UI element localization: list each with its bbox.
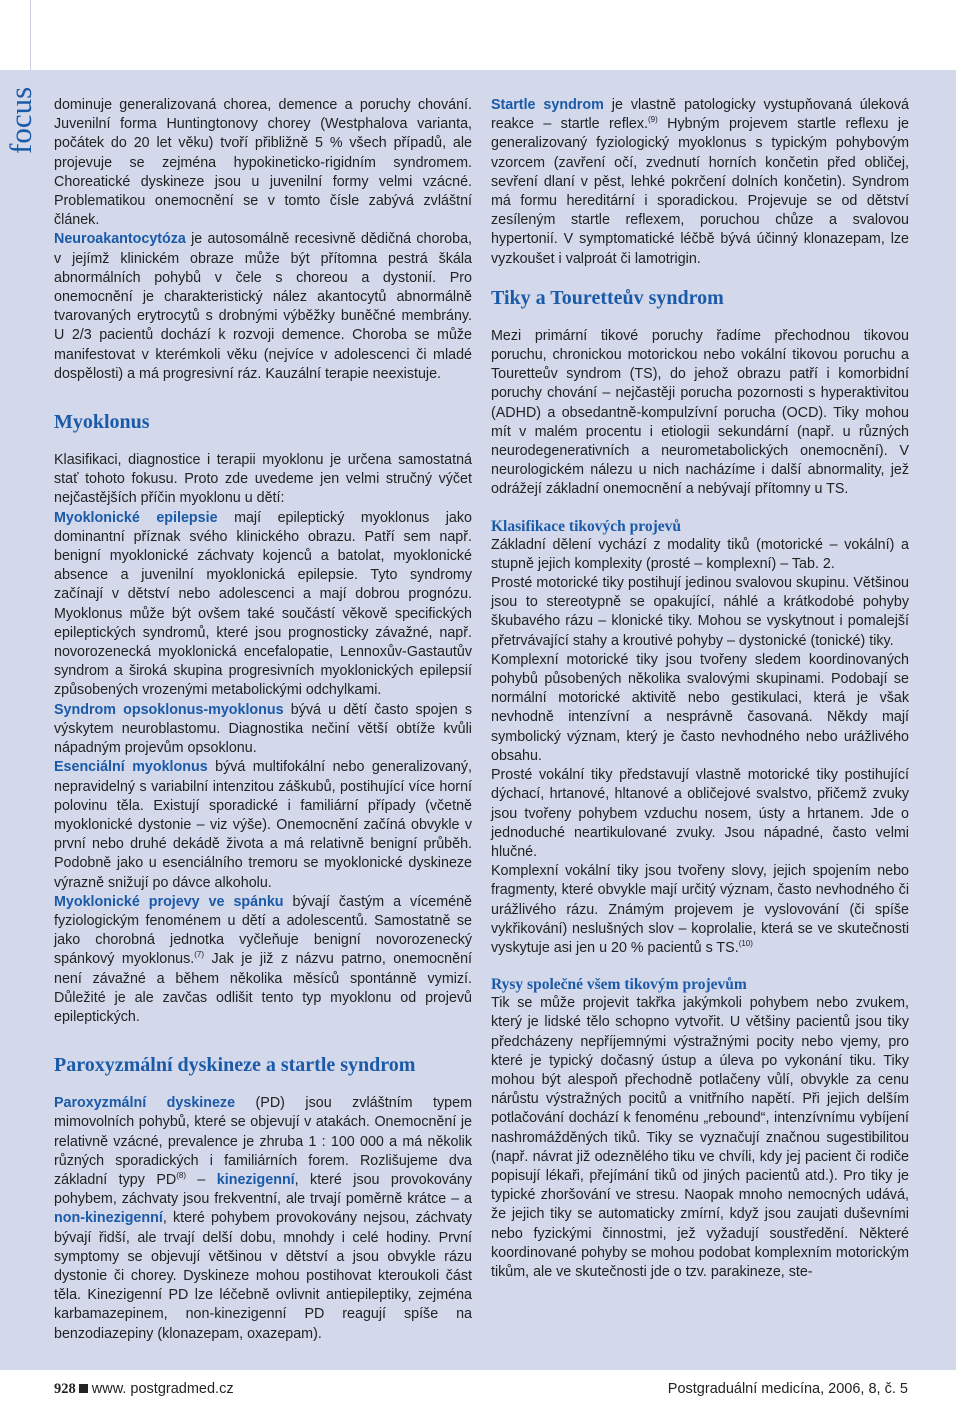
reference: (10) (738, 939, 753, 949)
paragraph: dominuje generalizovaná chorea, demence a poruchy chování. Juvenilní forma Huntingtonovy chorey (Westphalova varianta, počátek do 20 let věku) tvoří přibližně 5 % všech případů, ale projevuje se zejména hypokineticko-rigidním syndromem. Choreatické dyskineze jsou u juvenilní formy velmi vzácné. Problematikou onemocnění se v tomto čísle zabývá zvláštní článek. (54, 97, 472, 229)
term: Myoklonické projevy ve spánku (54, 893, 284, 910)
paragraph: Mezi primární tikové poruchy řadíme přechodnou tikovou poruchu, chronickou motorickou nebo vokální tikovou poruchu a Touretteův syndrom (TS), do jehož obrazu patří i komorbidní poruchy chování – nejčastěji porucha pozornosti s hyperaktivitou (ADHD) a obsedantně-kompulzívní porucha (OCD). Tiky mohou mít v malém procentu i etiologii sekundární (např. u různých neurodegenerativních a neurometabolických onemocnění). V neurologickém nálezu u nich nacházíme i další abnormality, jež odrážejí základní onemocnění a nebývají přítomny u TS. (491, 327, 909, 498)
heading-rysy: Rysy společné všem tikovým projevům (491, 976, 747, 994)
paragraph: Syndrom opsoklonus-myoklonus bývá u dětí často spojen s výskytem neuroblastomu. Diagnostika nečiní větší obtíže kvůli nápadným projevům opsoklonu. (54, 701, 472, 757)
heading-paroxyzmalni: Paroxyzmální dyskineze a startle syndrom (54, 1054, 416, 1077)
paragraph: Tik se může projevit takřka jakýmkoli pohybem nebo zvukem, který je lidské tělo schopno vytvořit. U většiny pacientů jsou tiky předcházeny nepříjemnými výstražnými pocity nebo vjemy, pro které je typický dočasný ústup a úleva po vykonání tiku. Tiky mohou být alespoň přechodně potlačeny vůlí, obvykle za cenu nárůstu výstražných pocitů a vnitřního napětí. Při jejich delším potlačování dochází k fenoménu „rebound“, intenzívnímu vybíjení nashromážděných tiků. Tiky se vyznačují značnou sugestibilitou (např. návrat již odeznělého tiku ve chvíli, kdy jej pacient či rodiče popisují lékaři, přejímání tiků od jiných pacientů atd.). Pro tiky je typické zhoršování ve stresu. Naopak mnoho nemocných udává, že jejich tiky se automaticky zmírní, když jsou zaujati duševními nebo fyzickými činnostmi, jež vyžadují soustředění. Některé koordinované pohyby se mohou podobat komplexním motorickým tikům, ale ve skutečnosti jde o tzv. parakineze, ste- (491, 995, 909, 1280)
paragraph: Myoklonické projevy ve spánku bývají častým a víceméně fyziologickým fenoménem u dětí a adolescentů. Samostatně se jako chorobná jednotka vyčleňuje benigní novorozenecký spánkový myoklonus.$^{(7)}$ Jak je již z názvu patrno, onemocnění není závažné a během několika měsíců spontánně vymizí. Důležité je ale zavčas odlišit tento typ myoklonu od projevů epileptických. (54, 893, 472, 1025)
paragraph: Základní dělení vychází z modality tiků (motorické – vokální) a stupně jejich komplexity (prosté – komplexní) – Tab. 2. (491, 536, 909, 572)
term: kinezigenní (216, 1171, 295, 1188)
reference: (7) (194, 950, 205, 960)
heading-klasifikace: Klasifikace tikových projevů (491, 517, 682, 535)
square-bullet-icon (79, 1384, 88, 1393)
paragraph: Neuroakantocytóza je autosomálně recesivně dědičná choroba, v jejímž klinickém obraze může být přítomna pestrá škála abnormálních pohybů v čele s choreou a dystonií. Pro onemocnění je charakteristický nález akantocytů abnormálně tvarovaných erytrocytů s drobnými výběžky buněčné membrány. U 2/3 pacientů dochází k rozvoji demence. Choroba se může manifestovat v kterémkoli věku (nejvíce v adolescenci či mladé dospělosti) a má progresivní ráz. Kauzální terapie neexistuje. (54, 231, 472, 382)
paragraph: Komplexní vokální tiky jsou tvořeny slovy, jejich spojením nebo fragmenty, které obvykle mají určitý význam, často nevhodného či urážlivého rázu. Známým projevem je vyslovování (či spíše vykřikování) neslušných slov – koprolalie, která se ve skutečnosti vyskytuje asi jen u 20 % pacientů s TS.$^{(10)}$ (491, 863, 909, 956)
top-rule (30, 0, 31, 70)
left-column (54, 96, 472, 1344)
paragraph: Paroxyzmální dyskineze (PD) jsou zvláštním typem mimovolních pohybů, které se objevují v atakách. Onemocnění je relativně vzácné, prevalence je zhruba 1 : 100 000 a má několik různých sporadických i familiárních forem. Rozlišujeme dva základní typy PD$^{(8)}$ – kinezigenní, které jsou provokovány pohybem, záchvaty jsou frekventní, ale trvají poměrně krátce – a non-kinezigenní, které pohybem provokovány nejsou, záchvaty bývají řidší, ale trvají delší dobu, mnohdy i celé hodiny. První symptomy se objevují většinou v dětství a jsou obvykle rázu dystonie či chorey. Dyskineze mohou postihovat kteroukoli část těla. Kinezigenní PD lze léčebně ovlivnit antiepileptiky, zejména karbamazepinem, non-kinezigenní PD reagují spíše na benzodiazepiny (klonazepam, oxazepam). (54, 1095, 472, 1342)
paragraph: Komplexní motorické tiky jsou tvořeny sledem koordinovaných pohybů působených několika svalovými skupinami. Podobají se normální motorické aktivitě nebo gestikulaci, která je však nevhodně intenzívní a nesprávně časovaná. Někdy mají symbolický význam, který je často nevhodného nebo urážlivého obsahu. (491, 651, 909, 764)
section-label: focus (3, 86, 38, 154)
sidebar-band (0, 70, 44, 1370)
site-link[interactable]: www. postgradmed.cz (91, 1381, 234, 1397)
term: Syndrom opsoklonus-myoklonus (54, 701, 284, 718)
paragraph: Startle syndrom je vlastně patologicky vystupňovaná úleková reakce – startle reflex.$^{(9)}$ Hybným projevem startle reflexu je generalizovaný fyziologický myoklonus s typickým pohybovým vzorcem (zavření očí, zvednutí horních končetin před obličej, sevření dlaní v pěst, lehké pokrčení dolních končetin). Syndrom má formu hereditární i sporadickou. Projevuje se od dětství zesíleným startle reflexem, poruchou chůze a svalovou hypertonií. V symptomatické léčbě bývá účinný klonazepam, lze vyzkoušet i valproát či lamotrigin. (491, 97, 909, 267)
right-column (491, 96, 909, 1282)
page-number: 928 (54, 1381, 76, 1397)
term: Paroxyzmální dyskineze (54, 1095, 236, 1112)
footer-left (54, 1381, 234, 1398)
footer-journal: Postgraduální medicína, 2006, 8, č. 5 (667, 1381, 908, 1397)
reference: (8) (176, 1171, 186, 1181)
term: non-kinezigenní (54, 1210, 163, 1227)
term: Esenciální myoklonus (54, 759, 208, 776)
paragraph: Klasifikaci, diagnostice i terapii myoklonu je určena samostatná stať tohoto fokusu. Proto zde uvedeme jen velmi stručný výčet nejčastějších příčin myoklonu u dětí: (54, 452, 472, 507)
heading-myoklonus: Myoklonus (54, 411, 150, 434)
term: Startle syndrom (491, 97, 604, 113)
term: Myoklonické epilepsie (54, 509, 218, 526)
paragraph: Esenciální myoklonus bývá multifokální nebo generalizovaný, nepravidelný s variabilní intenzitou záškubů, postihující více horní polovinu těla. Existují sporadické i familiární případy (včetně myoklonické dystonie – viz výše). Onemocnění začíná obvykle v první nebo druhé dekádě života a má relativně benigní průběh. Podobně jako u esenciálního tremoru se myoklonické dyskineze výrazně snižují po dávce alkoholu. (54, 759, 473, 891)
paragraph: Prosté vokální tiky představují vlastně motorické tiky postihující dýchací, hrtanové, hltanové a obličejové svalstvo, přičemž zvuky jsou tvořeny pohybem vzduchu nosem, ústy a hrtanem. Jde o jednoduché neartikulované zvuky. Jsou nápadné, často velmi hlučné. (491, 767, 909, 860)
term: Neuroakantocytóza (54, 231, 186, 248)
paragraph: Myoklonické epilepsie mají epileptický myoklonus jako dominantní příznak svého klinického obrazu. Patří sem např. benigní myoklonické záchvaty kojenců a batolat, myoklonické absence a juvenilní myoklonická epilepsie. Tyto syndromy začínají v dětství nebo adolescenci a mají dobrou prognózu. Myoklonus může být ovšem také součástí věkově specifických epileptických syndromů, které jsou prognosticky závažné, např. novorozenecká myoklonická encefalopatie, Lennoxův-Gastautův syndrom a široká skupina progresivních myoklonických epilepsií způsobených vrozenými metabolickými odchylkami. (54, 509, 472, 699)
reference: (9) (647, 115, 658, 125)
heading-tiky: Tiky a Touretteův syndrom (491, 286, 724, 309)
paragraph: Prosté motorické tiky postihují jedinou svalovou skupinu. Většinou jsou to stereotypně se opakující, náhlé a krátkodobé pohyby škubavého rázu – klonické tiky. Mohou se vyskytnout i pomalejší přetrvávající stahy a kroutivé pohyby – dystonické (tonické) tiky. (491, 575, 909, 649)
